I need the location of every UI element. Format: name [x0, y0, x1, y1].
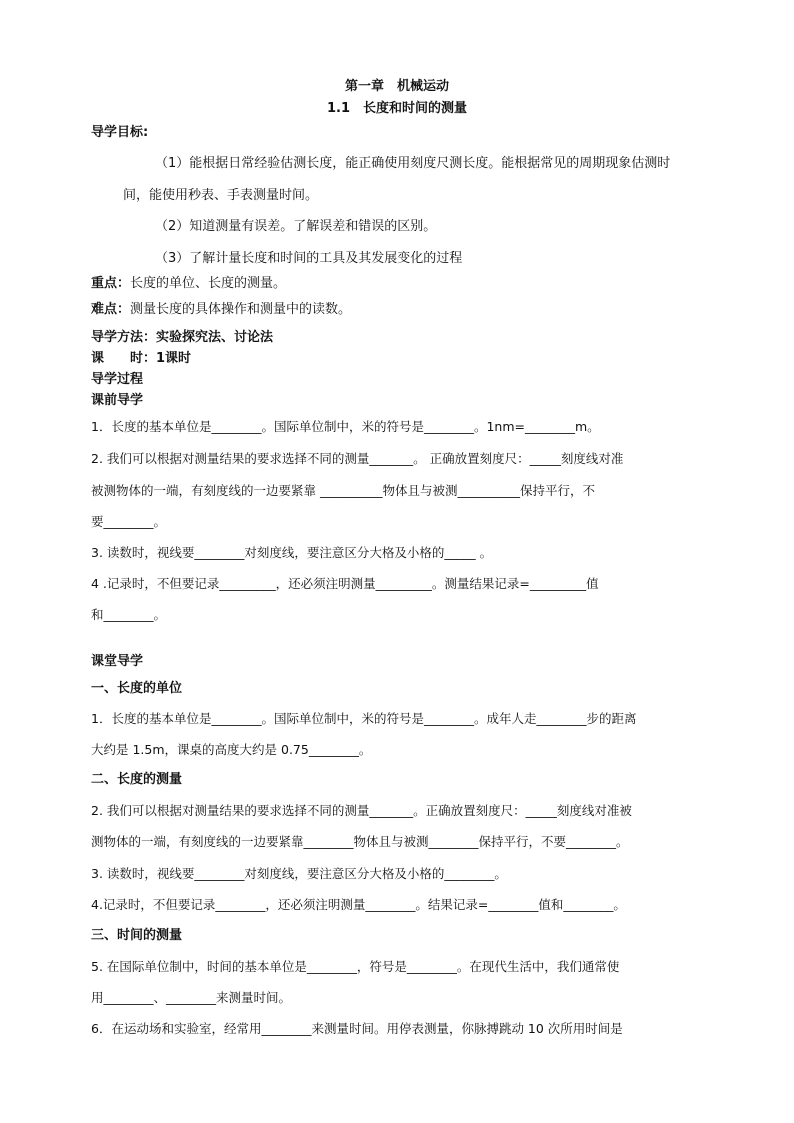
- pre-class-line-6: 4 .记录时，不但要记录_________，还必须注明测量_________。测量结果记录=_________值: [91, 576, 599, 591]
- section-1-line-1: 1．长度的基本单位是________。国际单位制中，米的符号是________。成年人走________步的距离: [91, 711, 637, 726]
- difficulty-text: 测量长度的具体操作和测量中的读数。: [130, 302, 352, 317]
- pre-class-line-5: 3. 读数时，视线要________对刻度线，要注意区分大格及小格的_____ 。: [91, 545, 493, 560]
- section-2-line-3: 3. 读数时，视线要________对刻度线，要注意区分大格及小格的________。: [91, 866, 507, 881]
- section-3-line-2: 用________、________来测量时间。: [91, 990, 292, 1005]
- process-heading: 导学过程: [91, 372, 144, 387]
- objective-line-2: 间，能使用秒表、手表测量时间。: [123, 188, 319, 203]
- pre-class-line-3: 被测物体的一端，有刻度线的一边要紧靠 __________物体且与被测__________保持平行，不: [91, 483, 595, 498]
- section-3-line-1: 5. 在国际单位制中，时间的基本单位是________，符号是________。在现代生活中，我们通常使: [91, 959, 620, 974]
- objective-line-1: （1）能根据日常经验估测长度，能正确使用刻度尺测长度。能根据常见的周期现象估测时: [155, 156, 671, 171]
- objectives-heading: 导学目标:: [91, 125, 149, 140]
- key-point-label: 重点：: [91, 276, 131, 291]
- pre-class-line-2: 2. 我们可以根据对测量结果的要求选择不同的测量_______。 正确放置刻度尺：_____刻度线对准: [91, 451, 624, 466]
- difficulty: [91, 302, 351, 318]
- section-1-heading: 一、长度的单位: [91, 681, 183, 696]
- pre-class-line-4: 要________。: [91, 514, 167, 529]
- section-2-line-4: 4.记录时，不但要记录________，还必须注明测量________。结果记录=________值和________。: [91, 897, 626, 912]
- objective-line-4: （3）了解计量长度和时间的工具及其发展变化的过程: [155, 251, 463, 266]
- section-3-line-3: 6．在运动场和实验室，经常用________来测量时间。用停表测量，你脉搏跳动 10 次所用时间是: [91, 1021, 623, 1036]
- section-1-line-2: 大约是 1.5m，课桌的高度大约是 0.75________。: [91, 742, 372, 757]
- pre-class-heading: 课前导学: [91, 393, 144, 408]
- section-2-line-2: 测物体的一端，有刻度线的一边要紧靠________物体且与被测________保持平行，不要________。: [91, 834, 629, 849]
- section-title: 1.1 长度和时间的测量: [326, 101, 468, 116]
- difficulty-label: 难点：: [91, 302, 131, 317]
- section-3-heading: 三、时间的测量: [91, 928, 183, 943]
- section-2-line-1: 2. 我们可以根据对测量结果的要求选择不同的测量_______。正确放置刻度尺：_____刻度线对准被: [91, 803, 632, 818]
- in-class-heading: 课堂导学: [91, 654, 144, 669]
- class-period: 课 时：1课时: [91, 351, 192, 366]
- pre-class-line-1: 1．长度的基本单位是________。国际单位制中，米的符号是________。1nm=________m。: [91, 419, 600, 434]
- pre-class-line-7: 和________。: [91, 607, 167, 622]
- objective-line-3: （2）知道测量有误差。了解误差和错误的区别。: [155, 219, 437, 234]
- method: 导学方法：实验探究法、讨论法: [91, 330, 274, 345]
- chapter-title: 第一章 机械运动: [344, 79, 449, 94]
- section-2-heading: 二、长度的测量: [91, 772, 183, 787]
- key-point-text: 长度的单位、长度的测量。: [130, 276, 287, 291]
- key-point: [91, 276, 286, 292]
